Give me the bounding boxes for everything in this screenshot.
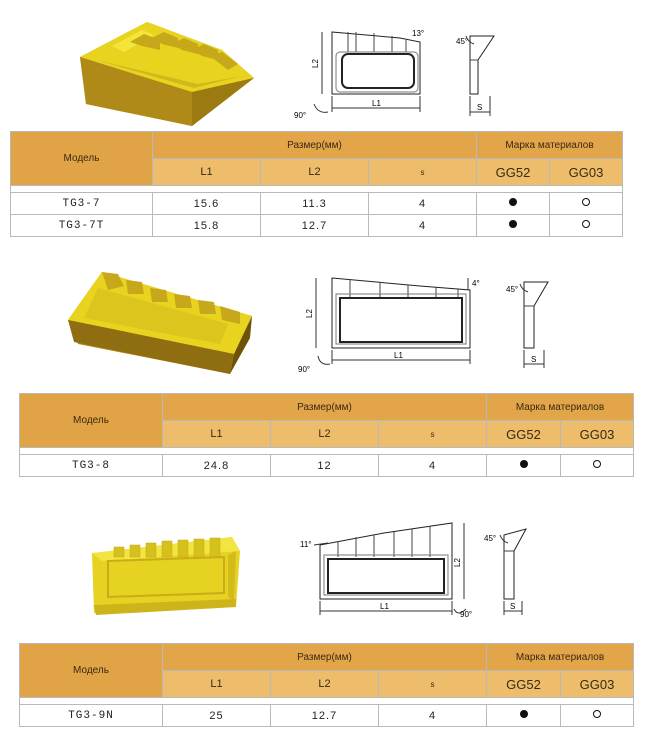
l2-cell: 12.7: [261, 215, 369, 237]
product-section-tg3-8: [0, 250, 670, 480]
product-section-tg3-7: [0, 0, 670, 245]
empty-circle-icon: [593, 710, 601, 718]
angle-45-label: 45°: [506, 285, 519, 294]
header-s: s: [379, 421, 487, 448]
s-cell: 4: [369, 215, 477, 237]
l2-cell: 12: [271, 455, 379, 477]
gg52-cell: [487, 455, 561, 477]
header-material: Марка материалов: [487, 394, 634, 421]
l1-cell: 15.6: [153, 193, 261, 215]
dim-l1-label: L1: [380, 602, 389, 611]
header-size: Размер(мм): [163, 394, 487, 421]
angle-45-label: 45°: [484, 534, 497, 543]
angle-13-label: 13°: [412, 29, 425, 38]
model-cell: TG3-8: [20, 455, 163, 477]
header-gg52: GG52: [487, 421, 561, 448]
model-cell: TG3-7T: [11, 215, 153, 237]
insert-3d-image: [72, 12, 262, 127]
dim-l1-label: L1: [394, 351, 403, 360]
table-row: [11, 193, 623, 215]
header-material: Марка материалов: [477, 132, 623, 159]
insert-drawing-front: [298, 517, 483, 627]
angle-90-label: 90°: [460, 610, 473, 619]
angle-90-label: 90°: [294, 111, 307, 120]
spec-table-2: [19, 393, 634, 477]
table-row: [20, 705, 634, 727]
header-model: Модель: [11, 132, 153, 186]
header-gg03: GG03: [561, 421, 634, 448]
gg03-cell: [561, 705, 634, 727]
spec-table-1: [10, 131, 623, 237]
insert-drawing-side: [448, 22, 508, 127]
empty-circle-icon: [593, 460, 601, 468]
header-l1: L1: [163, 671, 271, 698]
header-l2: L2: [271, 671, 379, 698]
gg52-cell: [487, 705, 561, 727]
header-gg03: GG03: [561, 671, 634, 698]
filled-circle-icon: [509, 220, 517, 228]
dim-l1-label: L1: [372, 99, 381, 108]
s-cell: 4: [379, 455, 487, 477]
gg52-cell: [477, 193, 550, 215]
header-s: s: [379, 671, 487, 698]
header-gg03: GG03: [550, 159, 623, 186]
l2-cell: 11.3: [261, 193, 369, 215]
header-size: Размер(мм): [153, 132, 477, 159]
insert-3d-image: [84, 531, 254, 621]
l2-cell: 12.7: [271, 705, 379, 727]
header-material: Марка материалов: [487, 644, 634, 671]
gg03-cell: [561, 455, 634, 477]
gg52-cell: [477, 215, 550, 237]
insert-drawing-side: [500, 268, 570, 373]
spec-table-3: [19, 643, 634, 727]
filled-circle-icon: [520, 710, 528, 718]
header-gg52: GG52: [477, 159, 550, 186]
dim-l2-label: L2: [311, 59, 320, 68]
empty-circle-icon: [582, 198, 590, 206]
s-cell: 4: [369, 193, 477, 215]
model-cell: TG3-7: [11, 193, 153, 215]
angle-11-label: 11°: [300, 540, 312, 549]
header-model: Модель: [20, 394, 163, 448]
model-cell: TG3-9N: [20, 705, 163, 727]
dim-l2-label: L2: [305, 309, 314, 318]
filled-circle-icon: [509, 198, 517, 206]
header-model: Модель: [20, 644, 163, 698]
dim-s-label: S: [510, 602, 516, 611]
angle-45-label: 45°: [456, 37, 469, 46]
insert-drawing-front: [292, 22, 442, 127]
header-size: Размер(мм): [163, 644, 487, 671]
gg03-cell: [550, 193, 623, 215]
l1-cell: 15.8: [153, 215, 261, 237]
header-l2: L2: [261, 159, 369, 186]
l1-cell: 25: [163, 705, 271, 727]
header-l1: L1: [153, 159, 261, 186]
dim-s-label: S: [477, 103, 483, 112]
l1-cell: 24.8: [163, 455, 271, 477]
header-l2: L2: [271, 421, 379, 448]
insert-drawing-side: [482, 517, 542, 617]
dim-l2-label: L2: [453, 558, 462, 567]
insert-3d-image: [62, 258, 267, 383]
header-l1: L1: [163, 421, 271, 448]
angle-4-label: 4°: [472, 279, 480, 288]
header-gg52: GG52: [487, 671, 561, 698]
dim-s-label: S: [531, 355, 537, 364]
gg03-cell: [550, 215, 623, 237]
table-row: [11, 215, 623, 237]
s-cell: 4: [379, 705, 487, 727]
header-s: s: [369, 159, 477, 186]
angle-90-label: 90°: [298, 365, 311, 373]
table-row: [20, 455, 634, 477]
insert-drawing-front: [290, 268, 490, 373]
product-section-tg3-9n: [0, 505, 670, 753]
empty-circle-icon: [582, 220, 590, 228]
filled-circle-icon: [520, 460, 528, 468]
